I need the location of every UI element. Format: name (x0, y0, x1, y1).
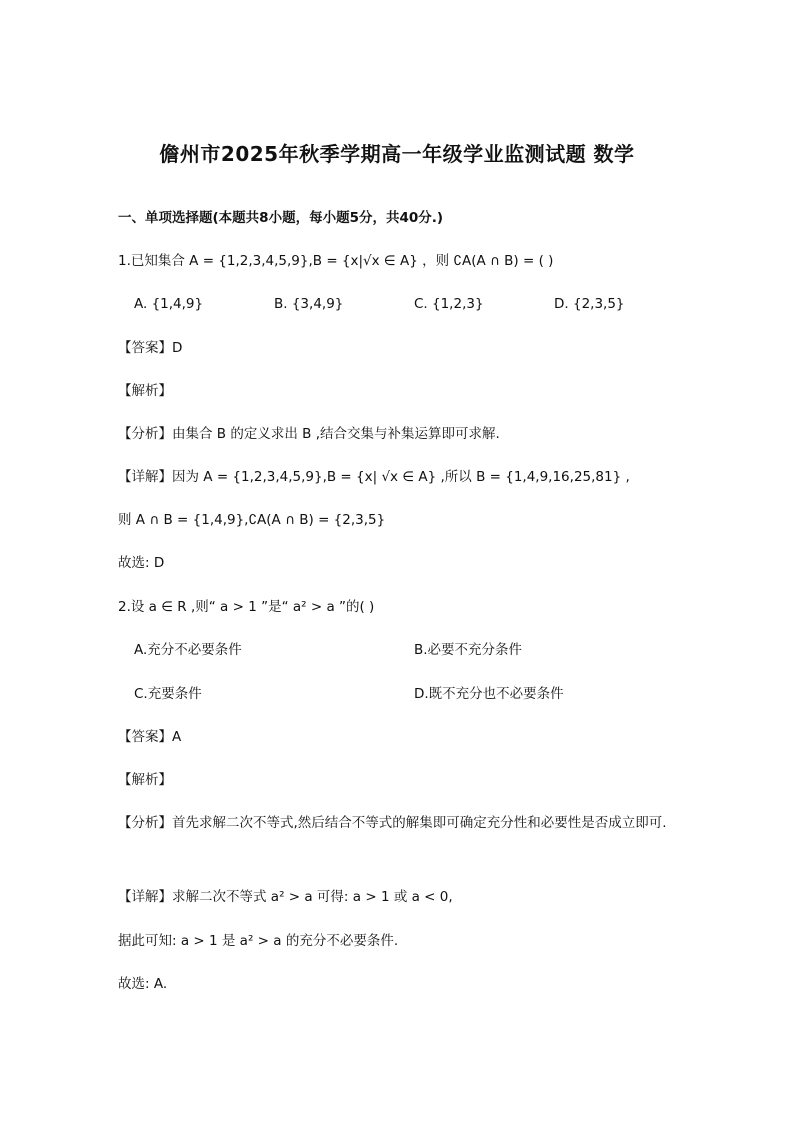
q1-option-a: A. {1,4,9} (134, 296, 204, 312)
q1-option-b: B. {3,4,9} (274, 296, 344, 312)
q2-stem: 2.设 a ∈ R ,则“ a > 1 ”是“ a² > a ”的( ) (118, 599, 375, 615)
q2-conclusion: 故选: A. (118, 976, 168, 992)
q2-option-d: D.既不充分也不必要条件 (414, 686, 564, 702)
q2-option-b: B.必要不充分条件 (414, 642, 523, 658)
q2-analysis: 【分析】首先求解二次不等式,然后结合不等式的解集即可确定充分性和必要性是否成立即可. (118, 815, 667, 831)
q1-detail-2: 则 A ∩ B = {1,4,9},∁A(A ∩ B) = {2,3,5} (118, 512, 386, 528)
q1-conclusion: 故选: D (118, 555, 165, 571)
q1-detail-1: 【详解】因为 A = {1,2,3,4,5,9},B = {x| √x ∈ A} ,所以 B = {1,4,9,16,25,81} , (118, 469, 630, 485)
page-title: 儋州市2025年秋季学期高一年级学业监测试题 数学 (159, 142, 635, 166)
q1-analysis-label: 【解析】 (118, 383, 172, 399)
q2-detail-2: 据此可知: a > 1 是 a² > a 的充分不必要条件. (118, 933, 399, 949)
q1-option-d: D. {2,3,5} (554, 296, 625, 312)
q1-option-c: C. {1,2,3} (414, 296, 484, 312)
q1-stem: 1.已知集合 A = {1,2,3,4,5,9},B = {x|√x ∈ A} ，则 ∁A(A ∩ B) = ( ) (118, 253, 554, 269)
section-heading: 一、单项选择题(本题共8小题，每小题5分，共40分.) (118, 210, 444, 226)
q2-answer: 【答案】A (118, 729, 182, 745)
q2-analysis-label: 【解析】 (118, 772, 172, 788)
q2-option-a: A.充分不必要条件 (134, 642, 242, 658)
q2-detail-1: 【详解】求解二次不等式 a² > a 可得: a > 1 或 a < 0, (118, 889, 453, 905)
q1-answer: 【答案】D (118, 340, 183, 356)
q2-option-c: C.充要条件 (134, 686, 202, 702)
q1-analysis: 【分析】由集合 B 的定义求出 B ,结合交集与补集运算即可求解. (118, 426, 500, 442)
